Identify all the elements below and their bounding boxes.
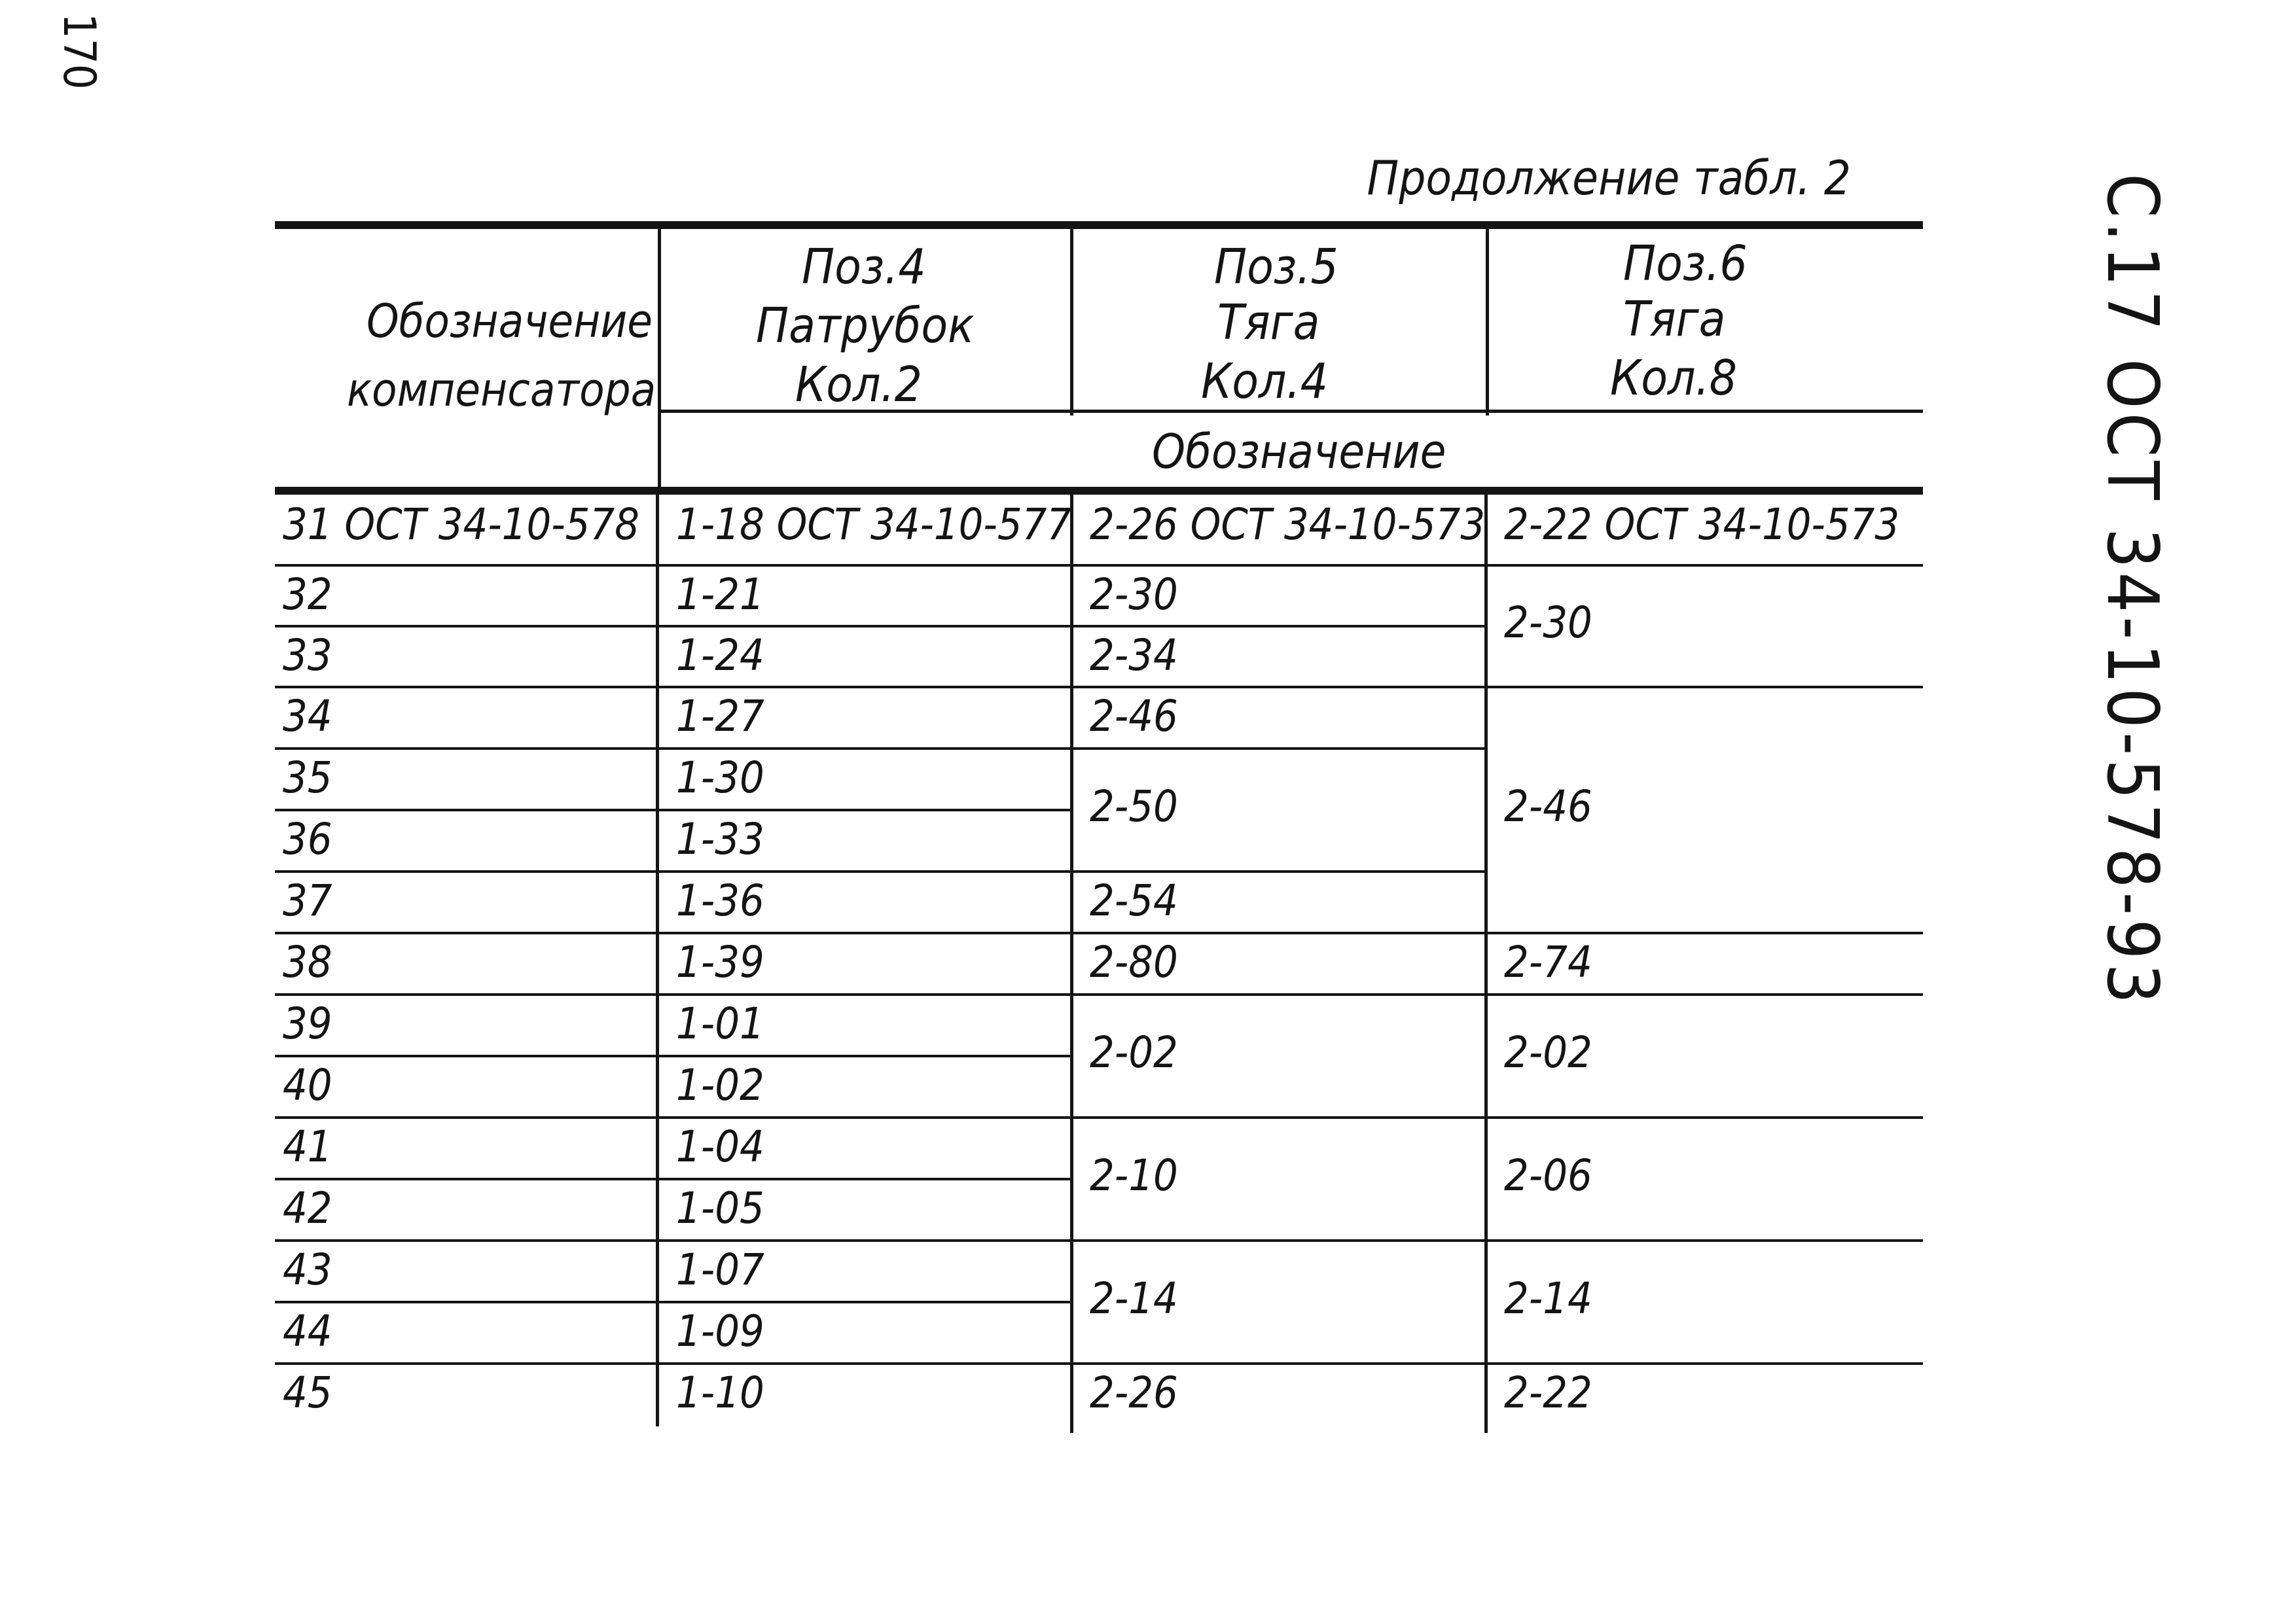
col2-row-rule (658, 1055, 1071, 1057)
col3-row-rule (1071, 932, 1486, 934)
continuation-caption: Продолжение табл. 2 (1367, 150, 1851, 205)
pos5-cell: 2-34 (1090, 630, 1178, 680)
col3-row-rule (1071, 993, 1486, 996)
col1-row-rule (275, 1362, 658, 1365)
designation-cell: 43 (283, 1244, 332, 1295)
col1-row-rule (275, 625, 658, 627)
col3-row-rule (1071, 1239, 1486, 1242)
designation-cell: 38 (283, 937, 332, 987)
designation-cell: 39 (283, 998, 332, 1049)
designation-cell: 33 (283, 630, 332, 680)
designation-cell: 34 (283, 691, 332, 741)
col2-row-rule (658, 625, 1071, 627)
col1-row-rule (275, 1178, 658, 1180)
designation-cell: 40 (283, 1060, 332, 1110)
pos6-cell: 2-30 (1504, 597, 1592, 648)
col4-row-rule (1486, 932, 1923, 934)
pos5-cell: 2-30 (1090, 569, 1178, 620)
pos4-header-line3: Кол.2 (795, 357, 923, 413)
pos4-cell: 1-01 (676, 998, 764, 1049)
pos6-cell: 2-46 (1504, 781, 1592, 832)
pos4-cell: 1-18 ОСТ 34-10-577 (676, 499, 1072, 550)
col1-row-rule (275, 686, 658, 688)
pos5-cell: 2-02 (1090, 1027, 1178, 1078)
pos4-cell: 1-10 (676, 1368, 764, 1418)
pos6-cell: 2-02 (1504, 1027, 1592, 1078)
body-col-divider-2 (1070, 494, 1073, 1433)
pos6-cell: 2-14 (1504, 1273, 1592, 1324)
pos6-header-line2: Тяга (1623, 291, 1726, 347)
pos4-cell: 1-39 (676, 937, 764, 987)
designation-cell: 35 (283, 752, 332, 803)
col4-row-rule (1486, 1239, 1923, 1242)
col1-row-rule (275, 809, 658, 811)
col1-row-rule (275, 1055, 658, 1057)
designation-cell: 45 (283, 1368, 332, 1418)
pos5-cell: 2-26 (1090, 1368, 1178, 1418)
col2-row-rule (658, 870, 1071, 873)
col2-row-rule (658, 1239, 1071, 1242)
pos4-cell: 1-30 (676, 752, 764, 803)
col3-row-rule (1071, 1362, 1486, 1365)
pos4-cell: 1-09 (676, 1306, 764, 1356)
col3-row-rule (1071, 686, 1486, 688)
col4-row-rule (1486, 686, 1923, 688)
pos5-cell: 2-50 (1090, 781, 1178, 832)
col2-row-rule (658, 686, 1071, 688)
pos6-cell: 2-22 (1504, 1368, 1592, 1418)
designation-cell: 44 (283, 1306, 332, 1356)
designation-cell: 41 (283, 1121, 332, 1172)
col1-row-rule (275, 747, 658, 750)
page-number: 170 (53, 13, 105, 90)
pos4-cell: 1-33 (676, 814, 764, 864)
pos4-cell: 1-07 (676, 1244, 764, 1295)
col2-row-rule (658, 747, 1071, 750)
pos4-header-line1: Поз.4 (802, 239, 926, 295)
designation-cell: 37 (283, 875, 332, 926)
body-col-divider-3 (1484, 494, 1488, 1433)
col1-row-rule (275, 870, 658, 873)
designation-cell: 32 (283, 569, 332, 620)
col3-row-rule (1071, 1116, 1486, 1119)
pos5-cell: 2-54 (1090, 875, 1178, 926)
header-col-divider-3 (1486, 226, 1489, 415)
pos5-cell: 2-46 (1090, 691, 1178, 741)
col4-row-rule (1486, 1116, 1923, 1119)
designation-cell: 36 (283, 814, 332, 864)
col2-row-rule (658, 932, 1071, 934)
col1-row-rule (275, 564, 658, 567)
col4-row-rule (1486, 564, 1923, 567)
col1-row-rule (275, 1301, 658, 1303)
pos6-cell: 2-74 (1504, 937, 1592, 987)
col1-header-line2: компенсатора (347, 363, 656, 417)
col1-row-rule (275, 1116, 658, 1119)
col3-row-rule (1071, 870, 1486, 873)
col3-row-rule (1071, 564, 1486, 567)
pos4-cell: 1-02 (676, 1060, 764, 1110)
col1-row-rule (275, 1239, 658, 1242)
col3-row-rule (1071, 747, 1486, 750)
pos5-cell: 2-26 ОСТ 34-10-573 (1090, 499, 1486, 550)
pos4-cell: 1-04 (676, 1121, 764, 1172)
document-code: С.17 ОСТ 34-10-578-93 (2091, 173, 2173, 1008)
pos6-cell: 2-22 ОСТ 34-10-573 (1504, 499, 1900, 550)
designation-cell: 31 ОСТ 34-10-578 (283, 499, 639, 550)
col2-row-rule (658, 1362, 1071, 1365)
pos5-header-line3: Кол.4 (1201, 353, 1329, 410)
col4-row-rule (1486, 1362, 1923, 1365)
designation-cell: 42 (283, 1183, 332, 1233)
col1-header-line1: Обозначение (367, 294, 653, 348)
pos5-header-line1: Поз.5 (1214, 239, 1338, 295)
col4-row-rule (1486, 993, 1923, 996)
pos5-cell: 2-10 (1090, 1150, 1178, 1201)
col2-row-rule (658, 1301, 1071, 1303)
col1-row-rule (275, 932, 658, 934)
col2-row-rule (658, 809, 1071, 811)
col2-row-rule (658, 1116, 1071, 1119)
pos6-header-line1: Поз.6 (1623, 236, 1748, 292)
body-col-divider-1 (656, 494, 659, 1426)
col1-row-rule (275, 993, 658, 996)
pos5-header-line2: Тяга (1217, 294, 1320, 351)
pos4-cell: 1-05 (676, 1183, 764, 1233)
col2-row-rule (658, 1178, 1071, 1180)
header-col-divider-2 (1070, 226, 1073, 415)
col2-row-rule (658, 993, 1071, 996)
pos5-cell: 2-14 (1090, 1273, 1178, 1324)
header-col-divider-1 (658, 226, 661, 494)
pos5-cell: 2-80 (1090, 937, 1178, 987)
pos4-header-line2: Патрубок (756, 298, 975, 354)
col3-row-rule (1071, 625, 1486, 627)
pos4-cell: 1-24 (676, 630, 764, 680)
col2-row-rule (658, 564, 1071, 567)
pos6-header-line3: Кол.8 (1610, 350, 1738, 406)
header-bottom-rule (275, 487, 1923, 495)
pos6-cell: 2-06 (1504, 1150, 1592, 1201)
designation-subheader: Обозначение (1152, 424, 1446, 479)
pos4-cell: 1-21 (676, 569, 764, 620)
pos4-cell: 1-36 (676, 875, 764, 926)
pos4-cell: 1-27 (676, 691, 764, 741)
table-top-rule (275, 221, 1923, 229)
